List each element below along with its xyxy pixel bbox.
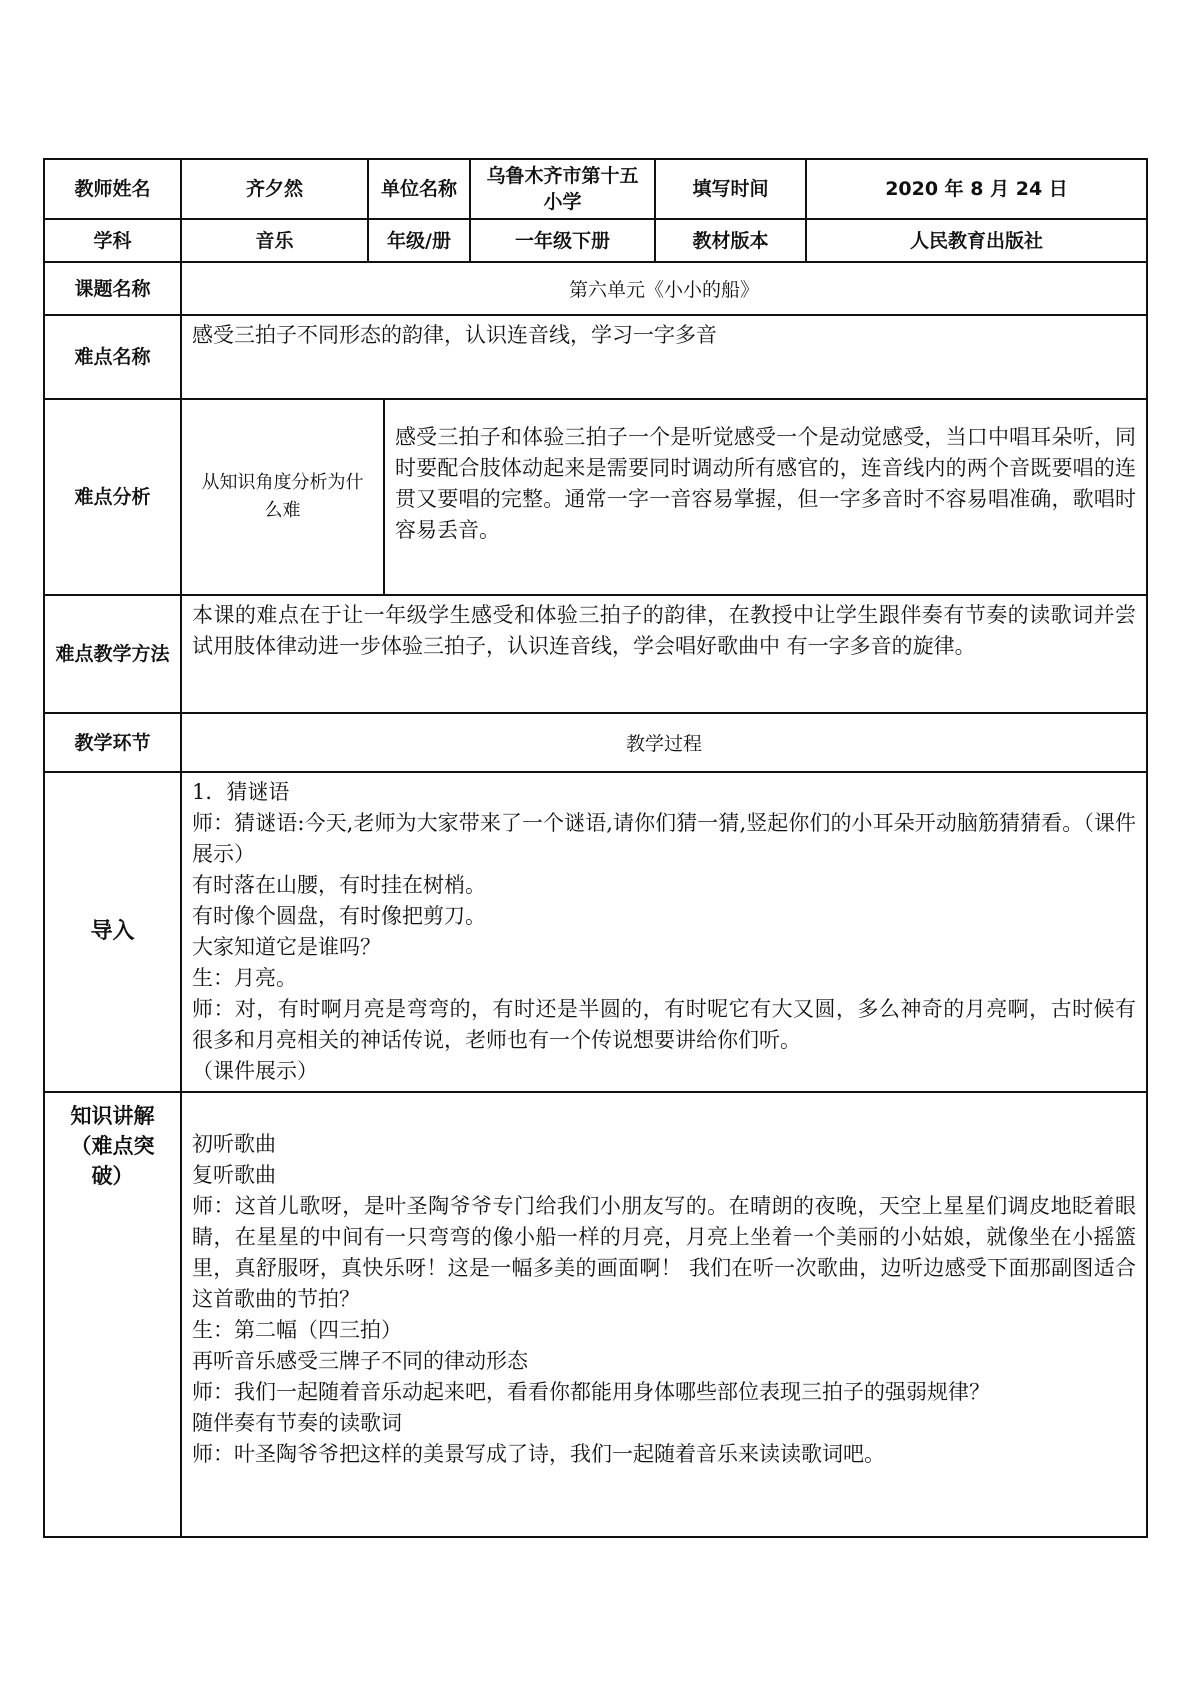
intro-line: 生：月亮。	[192, 966, 297, 990]
process-value: 教学过程	[181, 713, 1147, 772]
topic-value: 第六单元《小小的船》	[181, 262, 1147, 315]
knowledge-line: 生：第二幅（四三拍）	[192, 1318, 402, 1342]
subject-label: 学科	[44, 219, 181, 262]
intro-line: 有时落在山腰，有时挂在树梢。	[192, 873, 486, 897]
intro-line: 有时像个圆盘，有时像把剪刀。	[192, 904, 486, 928]
unit-name-value: 乌鲁木齐市第十五小学	[470, 159, 655, 219]
intro-content	[181, 772, 1147, 1092]
method-row	[44, 595, 1147, 713]
knowledge-line: 师：叶圣陶爷爷把这样的美景写成了诗，我们一起随着音乐来读读歌词吧。	[192, 1442, 885, 1466]
fill-date-value: 2020 年 8 月 24 日	[806, 159, 1147, 219]
analysis-inner-table	[182, 400, 1146, 594]
intro-line: 师：对，有时啊月亮是弯弯的，有时还是半圆的，有时呢它有大又圆，多么神奇的月亮啊，古时候有很多和月亮相关的神话传说，老师也有一个传说想要讲给你们听。	[192, 997, 1136, 1052]
knowledge-line: 师：我们一起随着音乐动起来吧，看看你都能用身体哪些部位表现三拍子的强弱规律？	[192, 1380, 990, 1404]
grade-value: 一年级下册	[470, 219, 655, 262]
knowledge-label: 知识讲解（难点突破）	[44, 1092, 181, 1537]
grade-label: 年级/册	[368, 219, 470, 262]
knowledge-line: 师：这首儿歌呀，是叶圣陶爷爷专门给我们小朋友写的。在晴朗的夜晚，天空上星星们调皮地眨着眼睛，在星星的中间有一只弯弯的像小船一样的月亮，月亮上坐着一个美丽的小姑娘，就像坐在小摇篮里，真舒服呀，真快乐呀！这是一幅多美的画面啊！ 我们在听一次歌曲，边听边感受下面那副图适合这首歌曲的节拍？	[192, 1194, 1136, 1311]
edition-value: 人民教育出版社	[806, 219, 1147, 262]
difficulty-row	[44, 315, 1147, 399]
knowledge-line: 复听歌曲	[192, 1163, 276, 1187]
knowledge-content	[181, 1092, 1147, 1537]
intro-line: 师：猜谜语:今天,老师为大家带来了一个谜语,请你们猜一猜,竖起你们的小耳朵开动脑筋猜猜看。（课件展示）	[192, 811, 1136, 866]
fill-date-label: 填写时间	[655, 159, 806, 219]
analysis-row	[44, 399, 1147, 595]
process-row	[44, 713, 1147, 772]
intro-label: 导入	[44, 772, 181, 1092]
analysis-label: 难点分析	[44, 399, 181, 595]
subject-value: 音乐	[181, 219, 368, 262]
lesson-plan-document	[43, 158, 1146, 1534]
difficulty-label: 难点名称	[44, 315, 181, 399]
intro-line: 1．猜谜语	[192, 780, 290, 804]
knowledge-row	[44, 1092, 1147, 1537]
teacher-name-label: 教师姓名	[44, 159, 181, 219]
process-label: 教学环节	[44, 713, 181, 772]
difficulty-value: 感受三拍子不同形态的韵律，认识连音线，学习一字多音	[181, 315, 1147, 399]
header-row-2	[44, 219, 1147, 262]
teacher-name-value: 齐夕然	[181, 159, 368, 219]
lesson-plan-table	[43, 158, 1148, 1538]
method-text: 本课的难点在于让一年级学生感受和体验三拍子的韵律，在教授中让学生跟伴奏有节奏的读歌词并尝试用肢体律动进一步体验三拍子，认识连音线，学会唱好歌曲中 有一字多音的旋律。	[181, 595, 1147, 713]
intro-line: （课件展示）	[192, 1059, 318, 1083]
intro-line: 大家知道它是谁吗？	[192, 935, 381, 959]
analysis-sub-label: 从知识角度分析为什么难	[182, 400, 384, 594]
analysis-content	[181, 399, 1147, 595]
knowledge-line: 随伴奏有节奏的读歌词	[192, 1411, 402, 1435]
knowledge-line: 再听音乐感受三牌子不同的律动形态	[192, 1349, 528, 1373]
analysis-text: 感受三拍子和体验三拍子一个是听觉感受一个是动觉感受，当口中唱耳朵听，同时要配合肢体动起来是需要同时调动所有感官的，连音线内的两个音既要唱的连贯又要唱的完整。通常一字一音容易掌握，但一字多音时不容易唱准确，歌唱时容易丢音。	[395, 425, 1136, 542]
header-row-1	[44, 159, 1147, 219]
unit-name-label: 单位名称	[368, 159, 470, 219]
knowledge-line: 初听歌曲	[192, 1132, 276, 1156]
intro-row	[44, 772, 1147, 1092]
method-label: 难点教学方法	[44, 595, 181, 713]
edition-label: 教材版本	[655, 219, 806, 262]
topic-row	[44, 262, 1147, 315]
topic-label: 课题名称	[44, 262, 181, 315]
